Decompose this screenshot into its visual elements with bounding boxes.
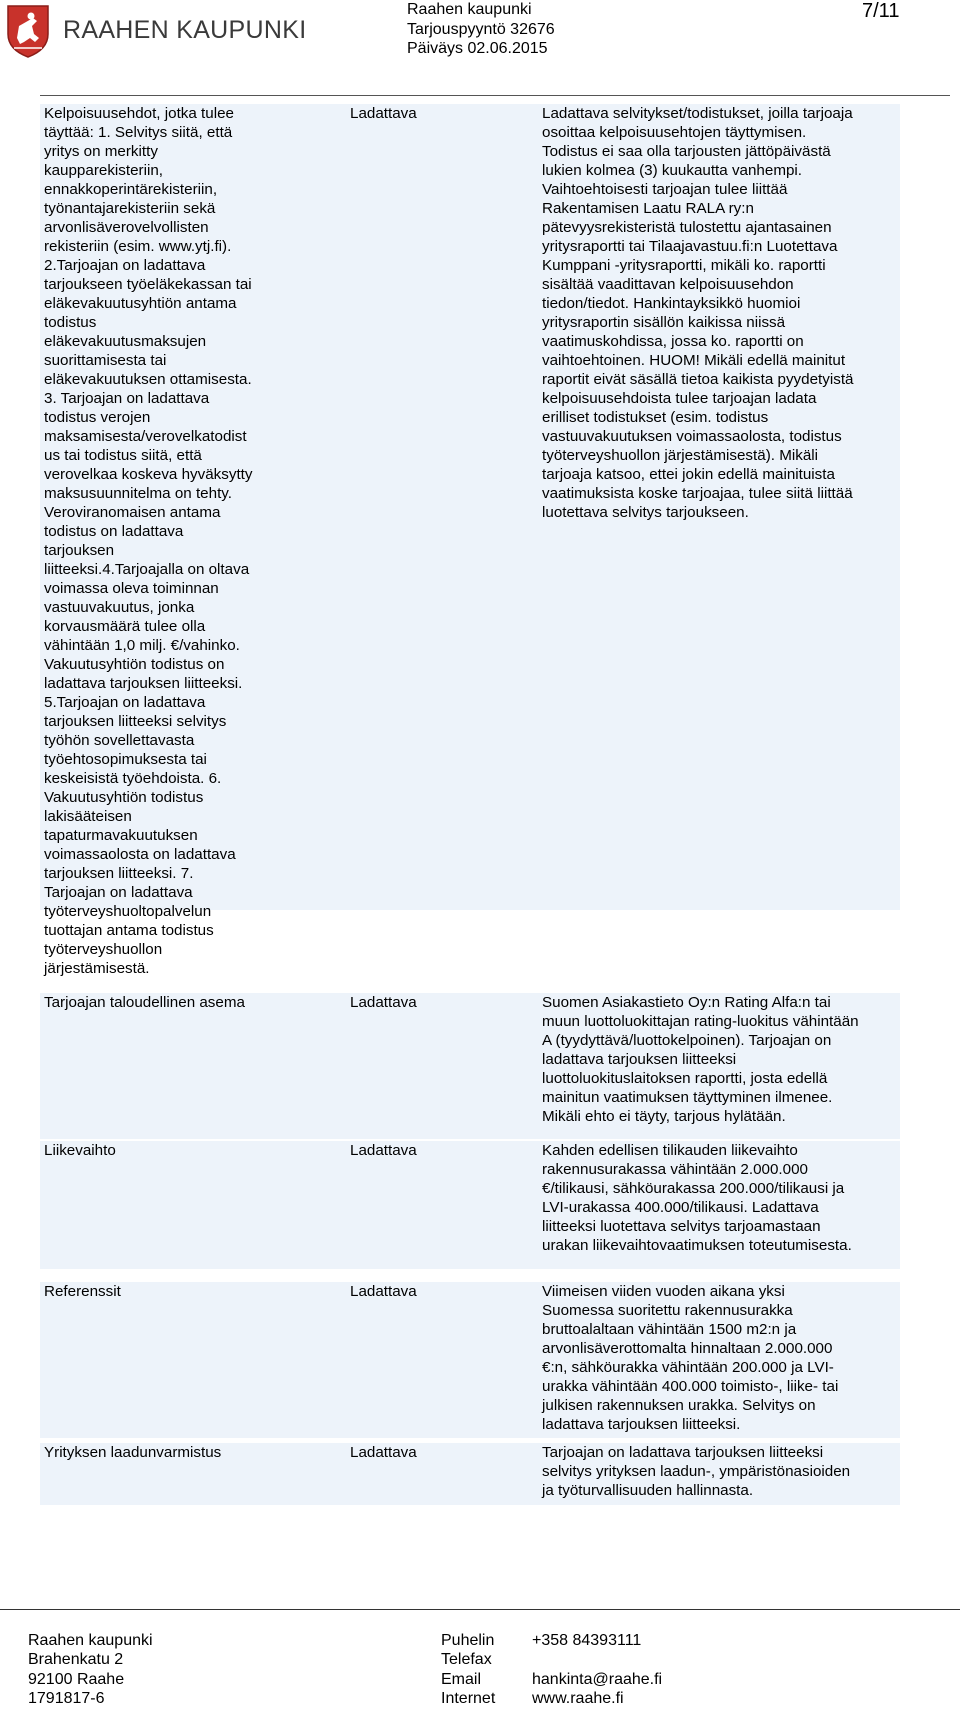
requirement-name-line: todistus verojen — [44, 409, 151, 426]
description-line: sisältää vaadittavan kelpoisuusehdon — [542, 276, 794, 293]
description-line: pätevyysrekisteristä tulostettu ajantasainen — [542, 219, 832, 236]
description-line: Vaihtoehtoisesti tarjoajan tulee liittää — [542, 181, 788, 198]
description-line: Viimeisen viiden vuoden aikana yksi — [542, 1283, 785, 1300]
document-info — [407, 0, 555, 59]
requirement-name-line: liitteeksi.4.Tarjoajalla on oltava — [44, 561, 250, 578]
requirement-name-line: voimassaolosta on ladattava — [44, 846, 236, 863]
footer-org: Raahen kaupunki — [28, 1632, 153, 1649]
requirement-name-line: 3. Tarjoajan on ladattava — [44, 390, 210, 407]
description-line: vaatimuskohdissa, jossa ko. raportti on — [542, 333, 804, 350]
footer-address — [28, 1631, 153, 1709]
requirement-name — [44, 993, 284, 1012]
phone-label: Puhelin — [441, 1632, 495, 1649]
internet-label: Internet — [441, 1690, 496, 1708]
requirement-name-line: 5.Tarjoajan on ladattava — [44, 694, 206, 711]
header-tender-number: Tarjouspyyntö 32676 — [407, 20, 555, 38]
description-line: osoittaa kelpoisuusehtojen täyttymisen. — [542, 124, 807, 141]
requirement-name-line: Tarjoajan taloudellinen asema — [44, 994, 245, 1011]
description-line: ladattava tarjouksen liitteeksi — [542, 1051, 737, 1068]
email-link[interactable]: hankinta@raahe.fi — [532, 1670, 663, 1688]
table-row — [40, 1443, 900, 1505]
requirement-name-line: maksamisesta/verovelkatodist — [44, 428, 247, 445]
requirement-name-line: työehtosopimuksesta tai — [44, 751, 207, 768]
requirement-name-line: eläkevakuutusmaksujen — [44, 333, 207, 350]
requirement-type: Ladattava — [350, 105, 417, 122]
requirement-name-line: työnantajarekisteriin sekä — [44, 200, 216, 217]
requirement-name-line: arvonlisäverovelvollisten — [44, 219, 209, 236]
requirement-description — [542, 993, 897, 1126]
requirement-name-line: tuottajan antama todistus — [44, 922, 214, 939]
description-line: bruttoalaltaan vähintään 1500 m2:n ja — [542, 1321, 797, 1338]
requirement-name-line: Kelpoisuusehdot, jotka tulee — [44, 105, 234, 122]
requirement-name-line: Yrityksen laadunvarmistus — [44, 1444, 222, 1461]
requirement-name-line: eläkevakuutuksen ottamisesta. — [44, 371, 252, 388]
page-number: 7/11 — [862, 0, 900, 22]
requirement-type: Ladattava — [350, 1444, 417, 1461]
description-line: Kumppani -yritysraportti, mikäli ko. raportti — [542, 257, 826, 274]
footer-business-id: 1791817-6 — [28, 1690, 105, 1708]
requirement-name-line: keskeisistä työehdoista. 6. — [44, 770, 222, 787]
description-line: raportit eivät säsällä tietoa kaikista pyydetyistä — [542, 371, 854, 388]
requirement-name-line: järjestämisestä. — [44, 960, 150, 977]
description-line: liitteeksi luotettava selvitys tarjoamastaan — [542, 1218, 821, 1235]
table-row — [40, 993, 900, 1139]
logo-wordmark: RAAHEN KAUPUNKI — [63, 16, 307, 44]
description-line: Kahden edellisen tilikauden liikevaihto — [542, 1142, 798, 1159]
footer-postal: 92100 Raahe — [28, 1670, 125, 1688]
fax-label: Telefax — [441, 1651, 492, 1669]
footer-contact-labels — [441, 1631, 495, 1709]
footer-street: Brahenkatu 2 — [28, 1651, 124, 1669]
website-link[interactable]: www.raahe.fi — [532, 1690, 624, 1708]
footer-contact-values — [532, 1631, 662, 1709]
requirement-name-line: lakisääteisen — [44, 808, 132, 825]
requirement-name-line: Tarjoajan on ladattava — [44, 884, 193, 901]
requirement-name-line: tarjouksen liitteeksi. 7. — [44, 865, 194, 882]
description-line: vaihtoehtoinen. HUOM! Mikäli edellä mainitut — [542, 352, 846, 369]
requirement-name-line: vastuuvakuutus, jonka — [44, 599, 195, 616]
requirement-name-line: maksusuunnitelma on tehty. — [44, 485, 232, 502]
requirement-name-line: todistus — [44, 314, 97, 331]
description-line: €/tilikausi, sähköurakassa 200.000/tilikausi ja — [542, 1180, 845, 1197]
description-line: Suomen Asiakastieto Oy:n Rating Alfa:n tai — [542, 994, 831, 1011]
description-line: kelpoisuusehdoista tulee tarjoajan ladata — [542, 390, 817, 407]
description-line: urakan liikevaihtovaatimuksen toteutumisesta. — [542, 1237, 852, 1254]
header-divider — [40, 95, 950, 96]
requirement-description — [542, 104, 897, 522]
requirement-name-line: työhön sovellettavasta — [44, 732, 195, 749]
description-line: Todistus ei saa olla tarjousten jättöpäivästä — [542, 143, 831, 160]
raahe-coat-of-arms-icon — [6, 4, 50, 58]
description-line: yritysraportin sisällön kaikissa niissä — [542, 314, 786, 331]
requirement-name-line: tarjoukseen työeläkekassan tai — [44, 276, 252, 293]
description-line: LVI-urakassa 400.000/tilikausi. Ladattava — [542, 1199, 819, 1216]
requirement-name-line: eläkevakuutusyhtiön antama — [44, 295, 237, 312]
requirement-name-line: korvausmäärä tulee olla — [44, 618, 206, 635]
requirement-name-line: Liikevaihto — [44, 1142, 116, 1159]
description-line: Ladattava selvitykset/todistukset, joilla tarjoaja — [542, 105, 853, 122]
requirement-name-line: suorittamisesta tai — [44, 352, 167, 369]
description-line: vaatimuksista koske tarjoajaa, tulee siitä liittää — [542, 485, 853, 502]
requirement-name-line: voimassa oleva toiminnan — [44, 580, 219, 597]
description-line: selvitys yrityksen laadun-, ympäristönasioiden — [542, 1463, 851, 1480]
description-line: julkisen rakennuksen urakka. Selvitys on — [542, 1397, 816, 1414]
footer-divider — [0, 1609, 960, 1610]
description-line: urakka vähintään 400.000 toimisto-, liike- tai — [542, 1378, 839, 1395]
requirement-name-line: työterveyshuoltopalvelun — [44, 903, 212, 920]
requirement-name-line: tapaturmavakuutuksen — [44, 827, 198, 844]
requirement-name-line: Vakuutusyhtiön todistus on — [44, 656, 225, 673]
description-line: luotettava selvitys tarjoukseen. — [542, 504, 749, 521]
header-org: Raahen kaupunki — [407, 1, 532, 18]
table-row — [40, 1141, 900, 1269]
requirement-name-line: 2.Tarjoajan on ladattava — [44, 257, 206, 274]
requirement-name-line: todistus on ladattava — [44, 523, 184, 540]
table-row — [40, 1282, 900, 1438]
requirement-name-line: tarjouksen — [44, 542, 115, 559]
requirement-description — [542, 1282, 897, 1434]
description-line: Tarjoajan on ladattava tarjouksen liitteeksi — [542, 1444, 824, 1461]
requirement-name — [44, 104, 284, 978]
requirement-description — [542, 1443, 897, 1500]
description-line: mainitun vaatimuksen täyttyminen ilmenee. — [542, 1089, 833, 1106]
description-line: luottoluokituslaitoksen raportti, josta edellä — [542, 1070, 828, 1087]
description-line: ja työturvallisuuden hallinnasta. — [542, 1482, 754, 1499]
requirement-name — [44, 1443, 284, 1462]
description-line: vastuuvakuutuksen voimassaolosta, todistus — [542, 428, 842, 445]
phone-number: +358 84393111 — [532, 1632, 642, 1649]
description-line: lukien kolmea (3) kuukautta vanhempi. — [542, 162, 803, 179]
requirement-name-line: us tai todistus siitä, että — [44, 447, 202, 464]
description-line: ladattava tarjouksen liitteeksi. — [542, 1416, 741, 1433]
description-line: arvonlisäverottomalta hinnaltaan 2.000.000 — [542, 1340, 833, 1357]
requirement-name-line: täyttää: 1. Selvitys siitä, että — [44, 124, 233, 141]
requirement-type: Ladattava — [350, 1283, 417, 1300]
description-line: työterveyshuollon järjestämisestä). Mikäli — [542, 447, 819, 464]
requirement-name-line: kaupparekisteriin, — [44, 162, 164, 179]
requirement-name-line: ladattava tarjouksen liitteeksi. — [44, 675, 243, 692]
description-line: tarjoaja katsoo, ettei jokin edellä mainituista — [542, 466, 835, 483]
requirement-name — [44, 1141, 284, 1160]
fax-number — [532, 1650, 662, 1669]
description-line: €:n, sähköurakka vähintään 200.000 ja LVI- — [542, 1359, 834, 1376]
requirement-name-line: Veroviranomaisen antama — [44, 504, 221, 521]
table-row — [40, 104, 900, 977]
description-line: muun luottoluokittajan rating-luokitus vähintään — [542, 1013, 859, 1030]
description-line: rakennusurakassa vähintään 2.000.000 — [542, 1161, 808, 1178]
requirement-name-line: tarjouksen liitteeksi selvitys — [44, 713, 227, 730]
requirement-description — [542, 1141, 897, 1255]
description-line: Mikäli ehto ei täyty, tarjous hylätään. — [542, 1108, 786, 1125]
description-line: Suomessa suoritettu rakennusurakka — [542, 1302, 793, 1319]
header-date: Päiväys 02.06.2015 — [407, 40, 548, 57]
requirement-name-line: työterveyshuollon — [44, 941, 163, 958]
requirement-name-line: vähintään 1,0 milj. €/vahinko. — [44, 637, 240, 654]
requirement-type: Ladattava — [350, 994, 417, 1011]
requirement-name-line: verovelkaa koskeva hyväksytty — [44, 466, 253, 483]
description-line: tiedon/tiedot. Hankintayksikkö huomioi — [542, 295, 801, 312]
requirement-name-line: yritys on merkitty — [44, 143, 158, 160]
description-line: Rakentamisen Laatu RALA ry:n — [542, 200, 754, 217]
requirement-type: Ladattava — [350, 1142, 417, 1159]
page-header — [0, 0, 960, 96]
description-line: A (tyydyttävä/luottokelpoinen). Tarjoajan on — [542, 1032, 832, 1049]
requirement-name-line: rekisteriin (esim. www.ytj.fi). — [44, 238, 232, 255]
requirement-name-line: ennakkoperintärekisteriin, — [44, 181, 218, 198]
email-label: Email — [441, 1670, 482, 1688]
requirement-name-line: Referenssit — [44, 1283, 121, 1300]
description-line: yritysraportti tai Tilaajavastuu.fi:n Luotettava — [542, 238, 838, 255]
description-line: erilliset todistukset (esim. todistus — [542, 409, 769, 426]
requirement-name-line: Vakuutusyhtiön todistus — [44, 789, 204, 806]
requirement-name — [44, 1282, 284, 1301]
